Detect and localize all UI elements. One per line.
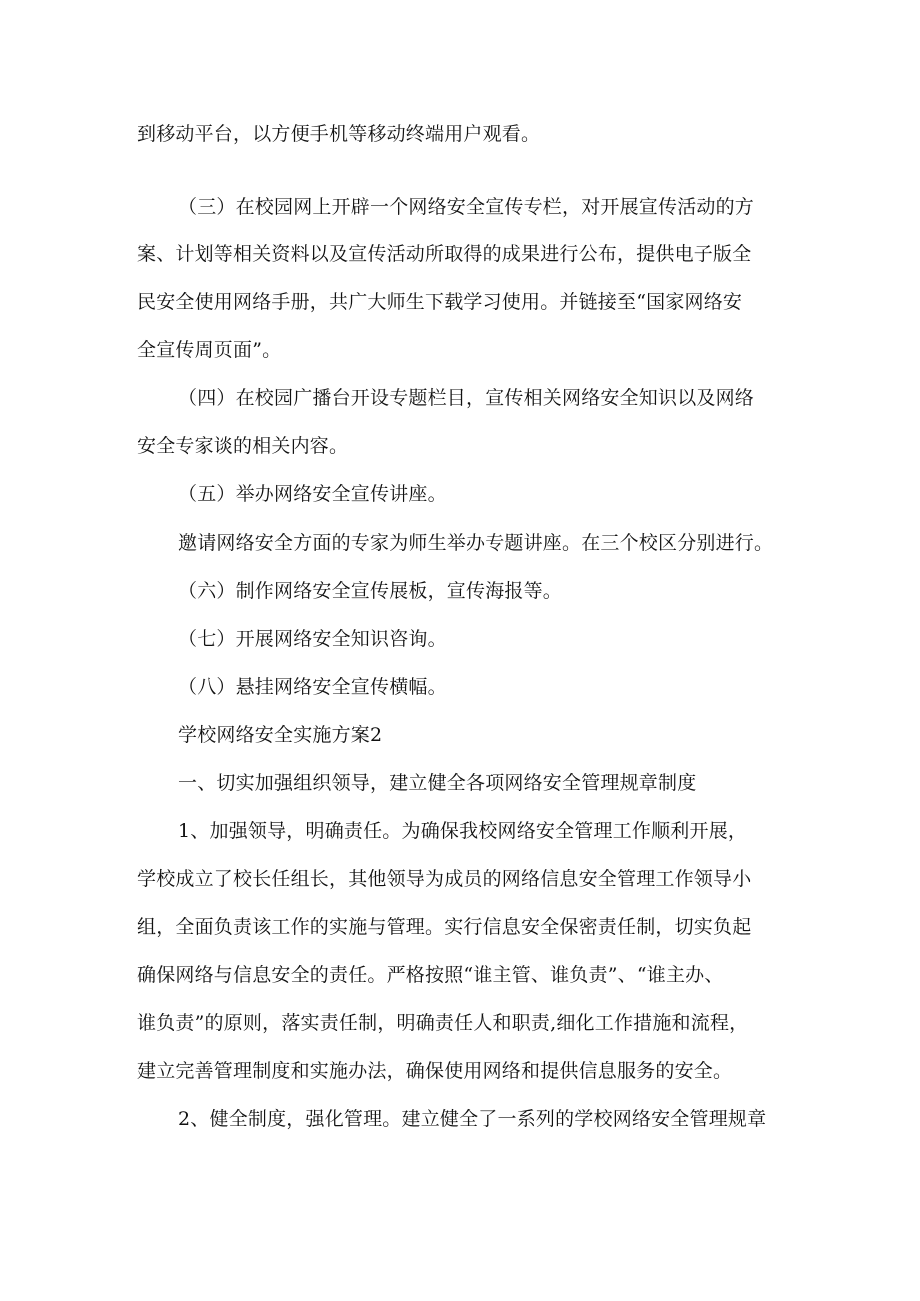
text-line: 到移动平台，以方便手机等移动终端用户观看。: [137, 123, 541, 145]
text-line: 学校成立了校长任组长，其他领导为成员的网络信息安全管理工作领导小: [137, 868, 752, 890]
text-line: （七）开展网络安全知识咨询。: [178, 628, 447, 650]
text-line: （八）悬挂网络安全宣传横幅。: [178, 676, 447, 698]
section-heading: 学校网络安全实施方案2: [178, 724, 383, 746]
text-line: 2、健全制度，强化管理。建立健全了一系列的学校网络安全管理规章: [178, 1108, 767, 1130]
text-line: （三）在校园网上开辟一个网络安全宣传专栏，对开展宣传活动的方: [178, 196, 755, 218]
text-line: （六）制作网络安全宣传展板，宣传海报等。: [178, 580, 563, 602]
text-line: （五）举办网络安全宣传讲座。: [178, 483, 447, 505]
text-line: 组，全面负责该工作的实施与管理。实行信息安全保密责任制，切实负起: [137, 916, 752, 938]
text-line: （四）在校园广播台开设专题栏目，宣传相关网络安全知识以及网络: [178, 387, 755, 409]
text-line: 案、计划等相关资料以及宣传活动所取得的成果进行公布，提供电子版全: [137, 243, 752, 265]
section-heading: 一、切实加强组织领导，建立健全各项网络安全管理规章制度: [178, 772, 697, 794]
text-line: 邀请网络安全方面的专家为师生举办专题讲座。在三个校区分别进行。: [178, 532, 774, 554]
text-line: 确保网络与信息安全的责任。严格按照“谁主管、谁负责”、“谁主办、: [137, 964, 724, 986]
text-line: 安全专家谈的相关内容。: [137, 435, 349, 457]
text-line: 建立完善管理制度和实施办法，确保使用网络和提供信息服务的安全。: [137, 1060, 733, 1082]
text-line: 谁负责”的原则，落实责任制，明确责任人和职责,细化工作措施和流程，: [137, 1012, 749, 1034]
text-line: 民安全使用网络手册，共广大师生下载学习使用。并链接至“国家网络安: [137, 291, 743, 313]
text-line: 全宣传周页面”。: [137, 339, 282, 361]
text-line: 1、加强领导，明确责任。为确保我校网络安全管理工作顺利开展，: [178, 820, 748, 842]
